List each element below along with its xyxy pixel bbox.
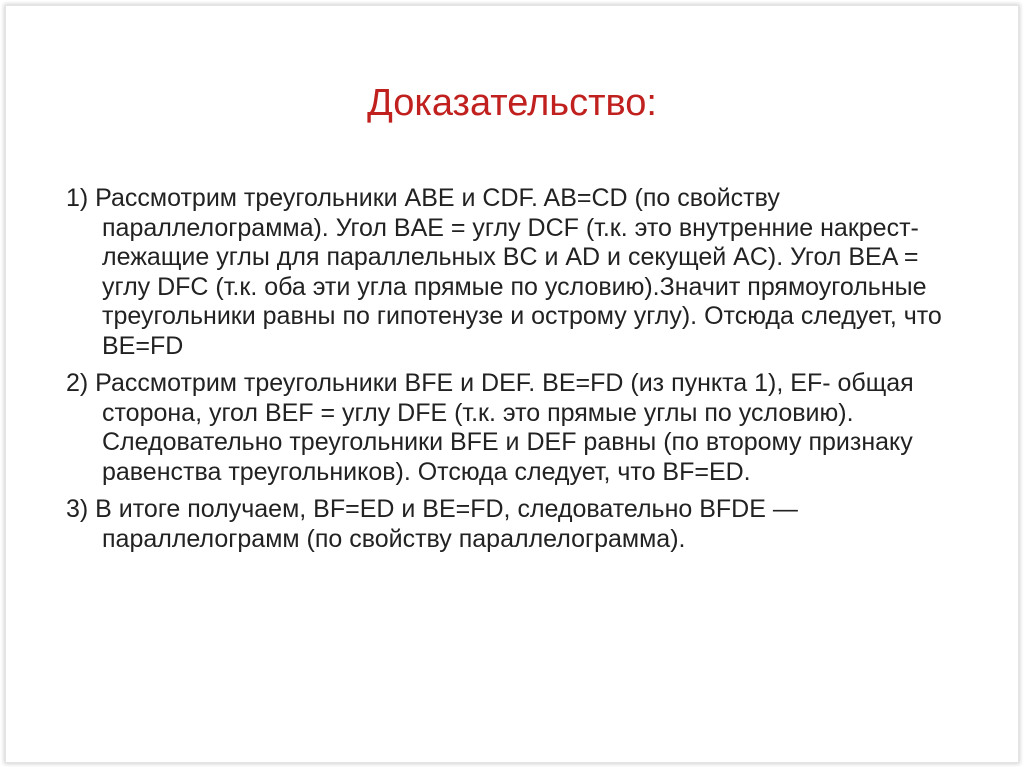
proof-step-2: 2) Рассмотрим треугольники BFE и DEF. BE=FD (из пункта 1), EF- общая сторона, угол BEF = углу DFE (т.к. это прямые углы по условию). Следовательно треугольники BFE и DEF равны (по второму признаку равенства треугольников). Отсюда следует, что BF=ED.	[66, 369, 914, 486]
slide-title: Доказательство:	[367, 82, 657, 124]
proof-step-1: 1) Рассмотрим треугольники ABE и CDF. AB=CD (по свойству параллелограмма). Угол BAE = углу DCF (т.к. это внутренние накрест-лежащие углы для параллельных BC и AD и секущей AC). Угол BEA = углу DFC (т.к. оба эти угла прямые по условию).Значит прямоугольные треугольники равны по гипотенузе и острому углу). Отсюда следует, что BE=FD	[66, 184, 942, 360]
slide	[5, 5, 1019, 763]
slide-body	[66, 184, 966, 562]
proof-step-3: 3) В итоге получаем, BF=ED и BE=FD, следовательно BFDE — параллелограмм (по свойству параллелограмма).	[66, 495, 798, 553]
